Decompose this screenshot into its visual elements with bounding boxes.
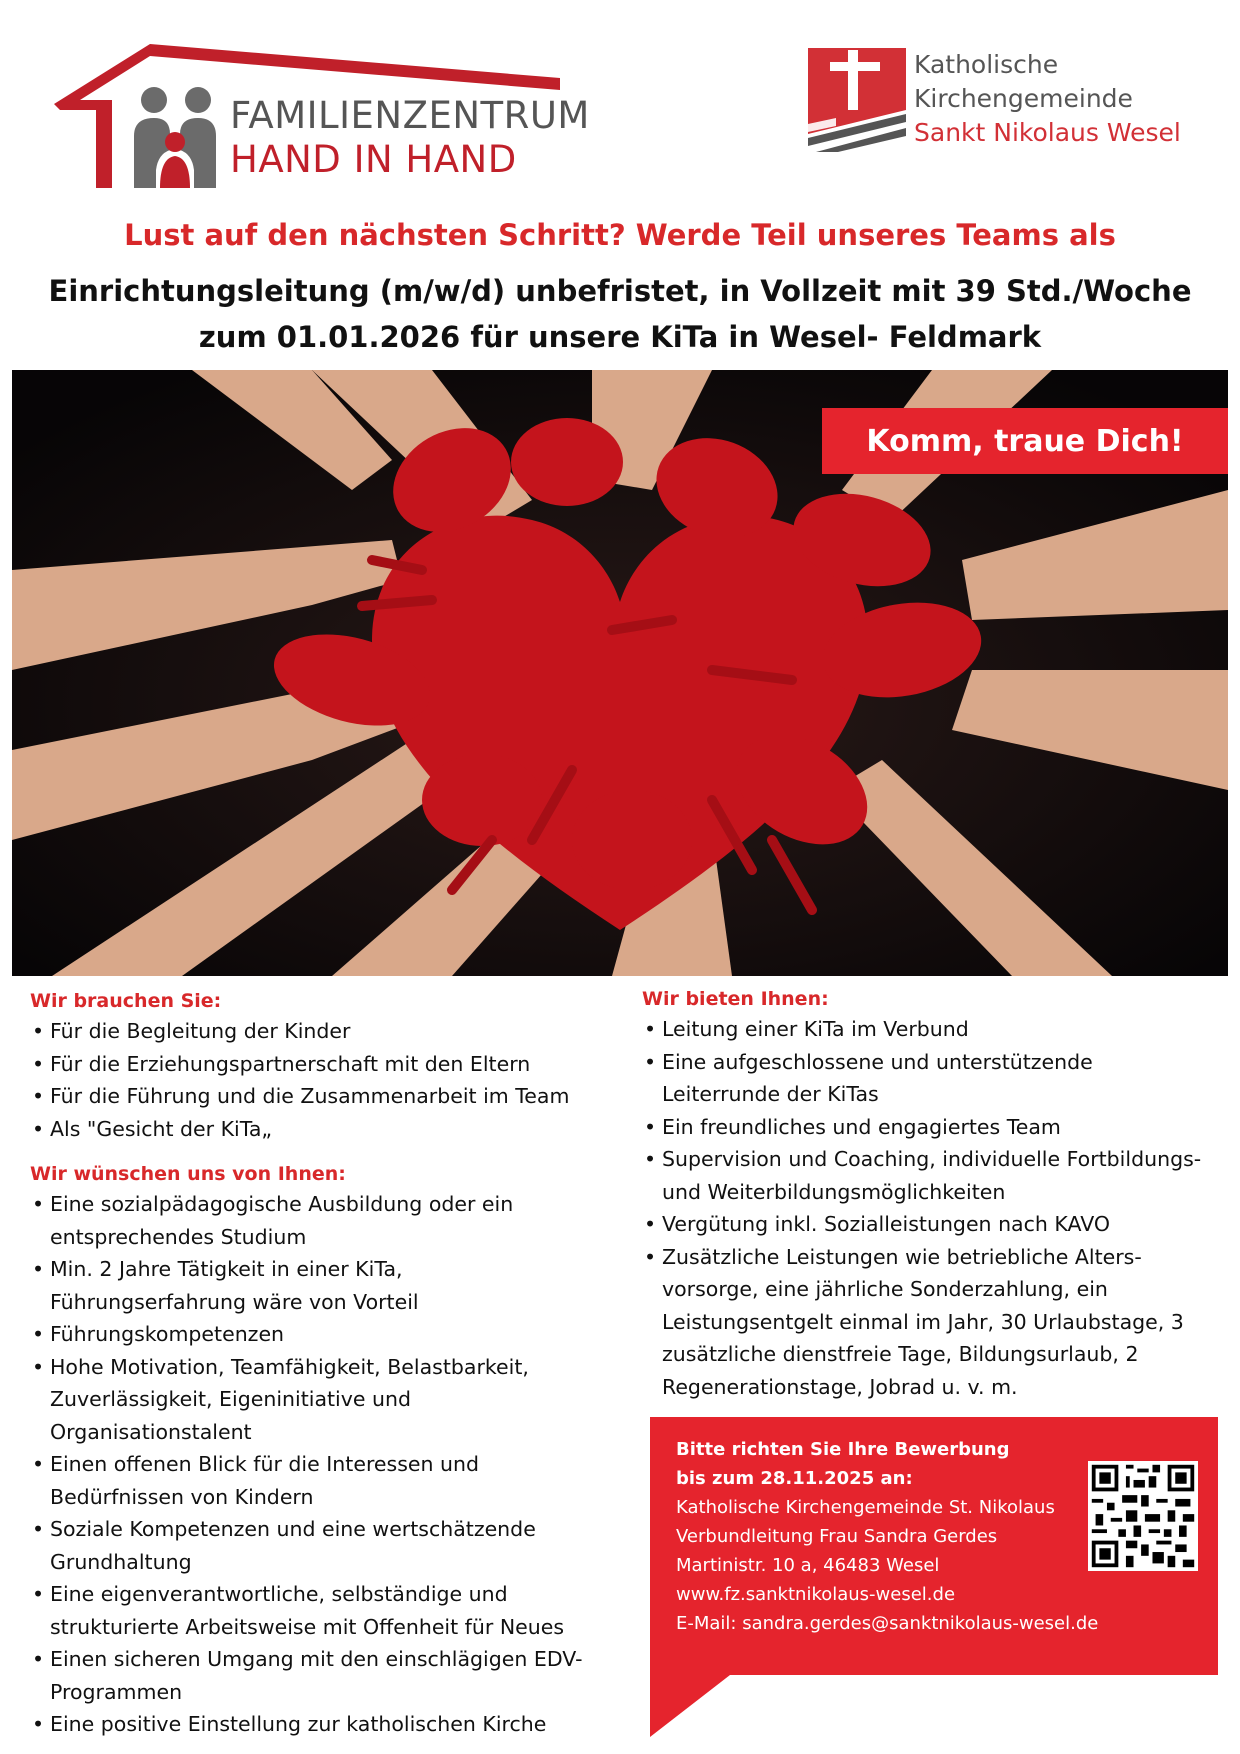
familienzentrum-logo [52,38,590,188]
list-item: • Hohe Motivation, Teamfähigkeit, Belastbarkeit, Zuverlässigkeit, Eigeninitiative und Organisationstalent [30,1351,590,1449]
needs-title: Wir brauchen Sie: [30,990,222,1012]
offers-title: Wir bieten Ihnen: [642,988,829,1010]
needs-list [30,1015,630,1145]
apply-line3: Katholische Kirchengemeinde St. Nikolaus [676,1497,1055,1518]
list-item: • Eine aufgeschlossene und unterstützende Leiterrunde der KiTas [642,1046,1202,1111]
list-item: • Einen sicheren Umgang mit den einschlägigen EDV-Programmen [30,1643,590,1708]
list-item: • Vergütung inkl. Sozialleistungen nach KAVO [642,1208,1202,1241]
qr-code [1088,1461,1198,1571]
list-item: • Für die Führung und die Zusammenarbeit im Team [30,1080,630,1113]
logo-right-line2: Kirchengemeinde [914,84,1133,113]
logo-right-line1: Katholische [914,50,1059,79]
list-item: • Eine sozialpädagogische Ausbildung oder ein entsprechendes Studium [30,1188,590,1253]
church-cross-icon [808,48,906,152]
list-item: • Min. 2 Jahre Tätigkeit in einer KiTa, Führungserfahrung wäre von Vorteil [30,1253,590,1318]
logo-right-line3: Sankt Nikolaus Wesel [914,118,1181,147]
list-item: • Ein freundliches und engagiertes Team [642,1111,1202,1144]
headline-line1: Lust auf den nächsten Schritt? Werde Teil unseres Teams als [124,218,1116,252]
apply-line4: Verbundleitung Frau Sandra Gerdes [676,1526,998,1547]
wishes-title: Wir wünschen uns von Ihnen: [30,1163,346,1185]
list-item: • Für die Begleitung der Kinder [30,1015,630,1048]
list-item: • Führungskompetenzen [30,1318,590,1351]
kirchengemeinde-logo [808,48,1208,158]
list-item: • Zusätzliche Leistungen wie betriebliche Alters-vorsorge, eine jährliche Sonderzahlung, ein Leistungsentgelt einmal im Jahr, 30 Urlaubstage, 3 zusätzliche dienstfreie Tage, Bildungsurlaub, 2 Regenerationstage, Jobrad u. v. m. [642,1241,1202,1404]
list-item: • Eine positive Einstellung zur katholischen Kirche [30,1708,590,1741]
list-item: • Eine eigenverantwortliche, selbständige und strukturierte Arbeitsweise mit Offenheit für Neues [30,1578,590,1643]
apply-email[interactable]: E-Mail: sandra.gerdes@sanktnikolaus-wesel.de [676,1613,1099,1634]
apply-website[interactable]: www.fz.sanktnikolaus-wesel.de [676,1584,956,1605]
apply-line2: bis zum 28.11.2025 an: [676,1468,913,1489]
list-item: • Leitung einer KiTa im Verbund [642,1013,1202,1046]
list-item: • Soziale Kompetenzen und eine wertschätzende Grundhaltung [30,1513,590,1578]
cta-banner: Komm, traue Dich! [822,408,1228,474]
qr-code-icon [1088,1461,1198,1571]
wishes-list [30,1188,590,1741]
logo-left-line1: FAMILIENZENTRUM [230,94,590,137]
headline-line3: zum 01.01.2026 für unsere KiTa in Wesel- Feldmark [198,320,1042,354]
logo-left-line2: HAND IN HAND [230,138,517,181]
apply-line1: Bitte richten Sie Ihre Bewerbung [676,1439,1010,1460]
headline-line2: Einrichtungsleitung (m/w/d) unbefristet, in Vollzeit mit 39 Std./Woche [48,274,1192,308]
apply-line5: Martinistr. 10 a, 46483 Wesel [676,1555,940,1576]
list-item: • Als "Gesicht der KiTa„ [30,1113,630,1146]
list-item: • Für die Erziehungspartnerschaft mit den Eltern [30,1048,630,1081]
offers-list [642,1013,1202,1403]
list-item: • Supervision und Coaching, individuelle Fortbildungs- und Weiterbildungsmöglichkeiten [642,1143,1202,1208]
list-item: • Einen offenen Blick für die Interessen und Bedürfnissen von Kindern [30,1448,590,1513]
